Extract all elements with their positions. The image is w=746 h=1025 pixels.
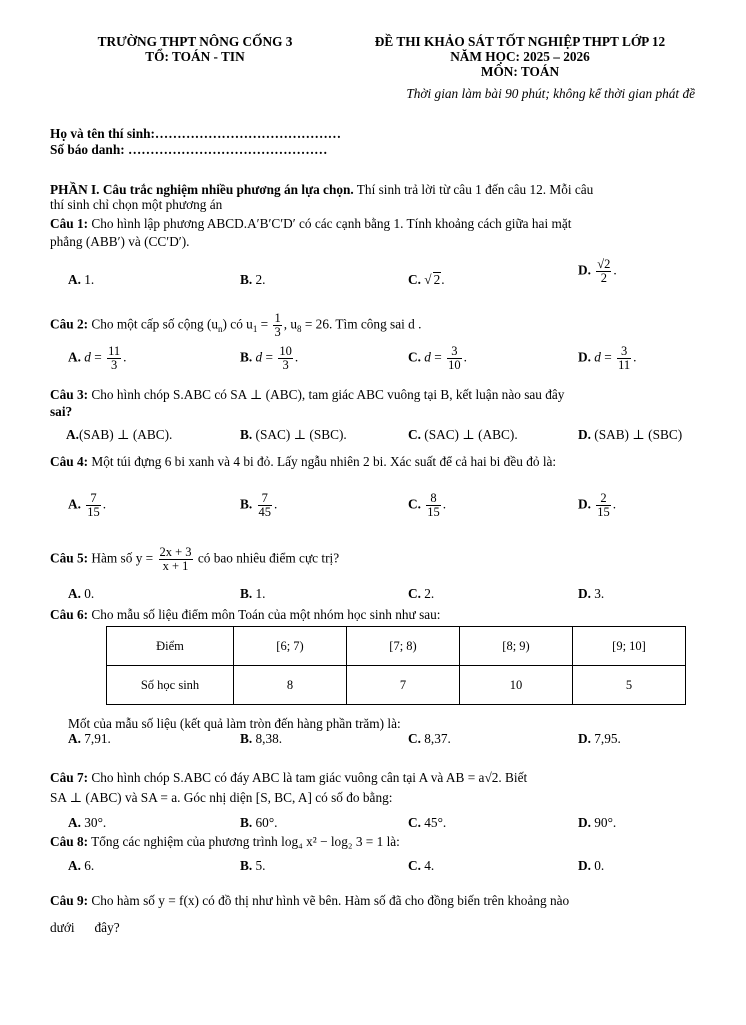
fraction-numerator: 8	[426, 492, 441, 506]
fraction-denominator: 15	[427, 505, 440, 519]
fraction-numerator: 11	[108, 344, 121, 358]
q4-label: Câu 4:	[50, 454, 89, 469]
option-letter: C.	[408, 731, 421, 746]
question-9	[50, 893, 710, 908]
part1-title: PHẦN I. Câu trắc nghiệm nhiều phương án lựa chọn.	[50, 182, 354, 197]
q2-option-d[interactable]: D. d = $\frac{3}{11}$ .	[578, 344, 637, 372]
q1-option-d[interactable]: D. $\frac{√2}{2}$ .	[578, 257, 617, 285]
option-letter: B.	[240, 815, 253, 830]
exam-title: ĐỀ THI KHẢO SÁT TỐT NGHIỆP THPT LỚP 12	[374, 34, 666, 49]
option-value: 5.	[255, 858, 266, 873]
option-letter: C.	[408, 815, 421, 830]
option-value: 30°.	[84, 815, 107, 830]
table-cell: Số học sinh	[107, 666, 234, 705]
q1-text-2: phẳng (ABB′) và (CC′D′).	[50, 234, 190, 249]
table-cell: Điểm	[107, 627, 234, 666]
option-value: 1.	[255, 586, 266, 601]
subject: MÔN: TOÁN	[480, 64, 560, 79]
q2-option-b[interactable]: B. d = $\frac{10}{3}$ .	[240, 344, 299, 372]
option-value: 2.	[424, 586, 435, 601]
fraction-denominator: 3	[282, 358, 289, 372]
q7-option-b[interactable]	[240, 815, 277, 831]
option-letter: B.	[240, 731, 253, 746]
option-value: 7,95.	[594, 731, 621, 746]
q2-text: Cho một cấp số cộng (u	[88, 316, 219, 332]
q4-option-b[interactable]: B. $\frac{7}{45}$ .	[240, 491, 278, 519]
option-value: 0.	[594, 858, 605, 873]
q3-option-c[interactable]	[408, 427, 518, 443]
part1-desc: Thí sinh trả lời từ câu 1 đến câu 12. Mỗi câu	[353, 182, 594, 197]
q9-text: Cho hàm số y = f(x) có đồ thị như hình vẽ bên. Hàm số đã cho đồng biến trên khoảng nào	[88, 893, 570, 908]
school-year: NĂM HỌC: 2025 – 2026	[450, 49, 590, 64]
option-letter: C.	[408, 586, 421, 601]
q6-option-b[interactable]	[240, 731, 282, 747]
table-cell: 5	[573, 666, 686, 705]
option-value: 6.	[84, 858, 95, 873]
option-letter: A.	[68, 858, 81, 873]
question-5	[50, 546, 710, 573]
table-cell: [6; 7)	[234, 627, 347, 666]
option-value: 2.	[255, 272, 266, 287]
fraction-denominator: 15	[597, 505, 610, 519]
option-value: 0.	[84, 586, 95, 601]
q3-option-b[interactable]	[240, 427, 347, 443]
option-letter: C.	[408, 858, 421, 873]
q7-text: Cho hình chóp S.ABC có đáy ABC là tam giác vuông cân tại A và AB = a√2. Biết	[88, 770, 528, 785]
option-letter: A.	[66, 427, 79, 442]
fraction-numerator: 7	[258, 492, 273, 506]
q5-option-d[interactable]	[578, 586, 604, 602]
q8-label: Câu 8:	[50, 834, 89, 849]
q6-label: Câu 6:	[50, 607, 89, 622]
q5-text: có bao nhiêu điểm cực trị?	[194, 550, 340, 566]
q6-option-c[interactable]	[408, 731, 451, 747]
q1-option-a[interactable]	[68, 272, 94, 288]
q8-option-a[interactable]	[68, 858, 94, 874]
q2-label: Câu 2:	[50, 316, 89, 332]
q5-option-b[interactable]	[240, 586, 266, 602]
q3-label: Câu 3:	[50, 387, 89, 402]
option-value: (SAC) ⊥ (ABC).	[424, 427, 518, 442]
option-letter: D.	[578, 815, 591, 830]
option-value: 4.	[424, 858, 435, 873]
q5-text: Hàm số y =	[88, 550, 157, 566]
fraction-numerator: 10	[279, 344, 292, 358]
option-letter: D.	[578, 427, 591, 442]
q6-question: Mốt của mẫu số liệu (kết quả làm tròn đến hàng phần trăm) là:	[68, 716, 401, 731]
time-note: Thời gian làm bài 90 phút; không kể thời gian phát đề	[406, 86, 695, 101]
q2-text: ) có u	[222, 316, 253, 332]
q7-option-c[interactable]	[408, 815, 446, 831]
q3-text-2: sai?	[50, 404, 73, 419]
fraction-numerator: 2x + 3	[159, 545, 192, 559]
option-letter: A.	[68, 349, 81, 365]
q7-label: Câu 7:	[50, 770, 89, 785]
option-value: 90°.	[594, 815, 617, 830]
q8-option-b[interactable]	[240, 858, 266, 874]
fraction-numerator: √2	[597, 257, 611, 271]
option-value: 1.	[84, 272, 95, 287]
option-value: (SAB) ⊥ (ABC).	[78, 427, 173, 442]
option-letter: A.	[68, 586, 81, 601]
q1-text: Cho hình lập phương ABCD.A′B′C′D′ có các cạnh bằng 1. Tính khoảng cách giữa hai mặt	[88, 216, 572, 231]
q1-option-c[interactable]: C. √ 2.	[408, 272, 445, 287]
question-2: Câu 2: Cho một cấp số cộng $(u_n)$ có $u_1$ = $\frac{1}{3}$ , $u_8 = 26$. Tìm công sai d .	[50, 311, 422, 339]
q4-option-c[interactable]: C. $\frac{8}{15}$ .	[408, 491, 447, 519]
part1-desc-2: thí sinh chỉ chọn một phương án	[50, 197, 223, 212]
q3-option-d[interactable]	[578, 427, 682, 443]
fraction-denominator: 3	[274, 325, 281, 339]
fraction-denominator: 45	[258, 505, 272, 519]
table-cell: [8; 9)	[460, 627, 573, 666]
question-8	[50, 834, 710, 849]
q8-option-d[interactable]	[578, 858, 604, 874]
q7-option-a[interactable]	[68, 815, 106, 831]
q2-text: , u	[283, 316, 298, 332]
q1-label: Câu 1:	[50, 216, 89, 231]
q2-text: =	[257, 316, 272, 332]
table-cell: 8	[234, 666, 347, 705]
option-letter: B.	[240, 349, 253, 365]
q8-option-c[interactable]	[408, 858, 434, 874]
question-7	[50, 770, 710, 785]
q2-option-c[interactable]: C. d = $\frac{3}{10}$ .	[408, 344, 467, 372]
q2-option-a[interactable]: A. d = $\frac{11}{3}$ .	[68, 344, 127, 372]
fraction-numerator: 2	[596, 492, 611, 506]
option-letter: A.	[68, 815, 81, 830]
q5-label: Câu 5:	[50, 550, 89, 566]
option-letter: D.	[578, 262, 591, 278]
fraction-numerator: 3	[447, 345, 462, 359]
fraction-denominator: 10	[448, 358, 461, 372]
option-value: 45°.	[424, 815, 447, 830]
option-letter: C.	[408, 496, 421, 512]
option-letter: D.	[578, 349, 591, 365]
fraction-numerator: 7	[86, 492, 101, 506]
question-1	[50, 216, 710, 231]
option-value: (SAC) ⊥ (SBC).	[255, 427, 347, 442]
question-4	[50, 454, 710, 469]
table-header-row	[107, 627, 686, 666]
option-letter: D.	[578, 586, 591, 601]
q4-option-d[interactable]: D. $\frac{2}{15}$ .	[578, 491, 617, 519]
table-cell: [9; 10]	[573, 627, 686, 666]
option-letter: C.	[408, 349, 421, 365]
option-letter: A.	[68, 272, 81, 287]
table-row	[107, 666, 686, 705]
q6-option-a[interactable]	[68, 731, 111, 747]
fraction-denominator: x + 1	[162, 559, 189, 573]
option-letter: B.	[240, 586, 253, 601]
table-cell: 7	[347, 666, 460, 705]
q8-text: Tổng các nghiệm của phương trình log₄ x² − log₂ 3 = 1 là:	[88, 834, 400, 849]
q6-text: Cho mẫu số liệu điểm môn Toán của một nhóm học sinh như sau:	[88, 607, 441, 622]
fraction-denominator: 3	[110, 358, 118, 372]
fraction-numerator: 1	[274, 311, 281, 325]
q4-option-a[interactable]: A. $\frac{7}{15}$ .	[68, 491, 107, 519]
q3-text: Cho hình chóp S.ABC có SA ⊥ (ABC), tam giác ABC vuông tại B, kết luận nào sau đây	[88, 387, 565, 402]
option-value: (SAB) ⊥ (SBC)	[594, 427, 683, 442]
option-letter: C.	[408, 272, 421, 287]
question-3	[50, 387, 710, 402]
option-value: 60°.	[255, 815, 278, 830]
option-letter: C.	[408, 427, 421, 442]
table-cell: [7; 8)	[347, 627, 460, 666]
table-cell: 10	[460, 666, 573, 705]
department: TỔ: TOÁN - TIN	[145, 49, 245, 64]
q5-option-a[interactable]	[68, 586, 94, 602]
q9-label: Câu 9:	[50, 893, 89, 908]
q5-option-c[interactable]	[408, 586, 434, 602]
option-value: 2	[433, 272, 441, 287]
q9-text-2: dưới đây?	[50, 920, 120, 935]
option-value: 8,38.	[255, 731, 283, 746]
option-letter: D.	[578, 858, 591, 873]
student-name-line: Họ và tên thí sinh:……………………………………	[50, 126, 342, 141]
q2-text: = 26. Tìm công sai d .	[301, 316, 422, 332]
q3-option-a[interactable]	[66, 427, 172, 443]
score-table	[106, 626, 686, 705]
option-letter: B.	[240, 272, 253, 287]
option-letter: B.	[240, 427, 253, 442]
option-letter: D.	[578, 496, 591, 512]
fraction-denominator: 2	[600, 271, 607, 285]
q7-option-d[interactable]	[578, 815, 616, 831]
q4-text: Một túi đựng 6 bi xanh và 4 bi đỏ. Lấy ngẫu nhiên 2 bi. Xác suất để cả hai bi đều đỏ là:	[88, 454, 557, 469]
option-value: 3.	[594, 586, 605, 601]
question-6	[50, 607, 710, 622]
fraction-numerator: 3	[617, 345, 631, 359]
fraction-denominator: 11	[618, 358, 631, 372]
q1-option-b[interactable]	[240, 272, 266, 288]
option-letter: A.	[68, 496, 81, 512]
option-letter: B.	[240, 858, 253, 873]
part1-heading	[50, 182, 710, 197]
option-letter: B.	[240, 496, 253, 512]
q7-text-2: SA ⊥ (ABC) và SA = a. Góc nhị diện [S, BC, A] có số đo bằng:	[50, 790, 393, 805]
school-name: TRƯỜNG THPT NÔNG CỐNG 3	[97, 34, 293, 49]
option-value: 7,91.	[84, 731, 111, 746]
option-letter: D.	[578, 731, 591, 746]
option-value: 8,37.	[424, 731, 451, 746]
fraction-denominator: 15	[87, 505, 100, 519]
student-id-line: Số báo danh: ………………………………………	[50, 142, 328, 157]
q6-option-d[interactable]	[578, 731, 621, 747]
option-letter: A.	[68, 731, 81, 746]
